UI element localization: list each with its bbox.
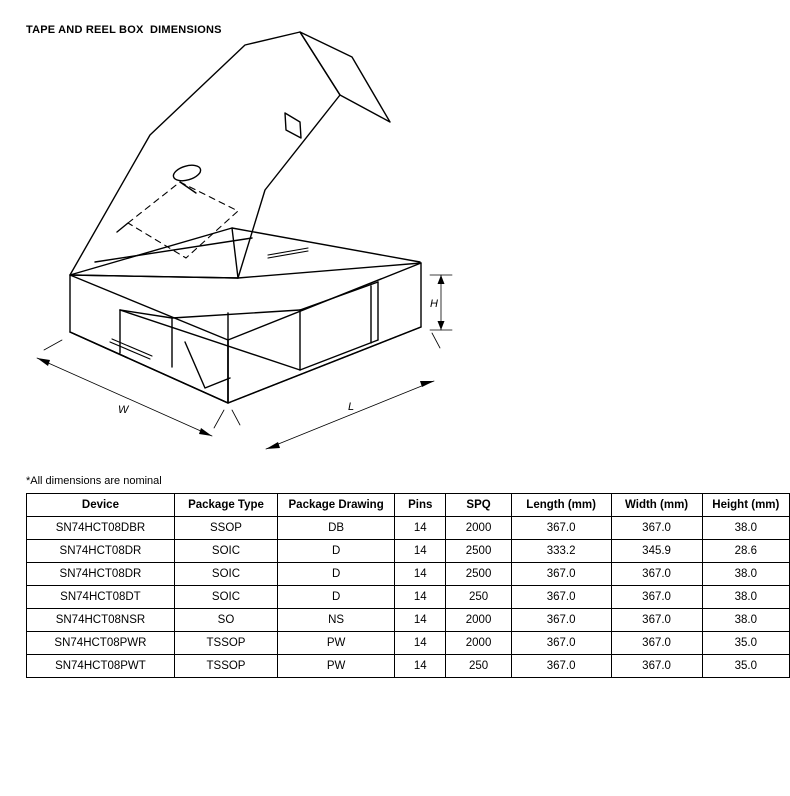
cell-package-type: TSSOP: [174, 655, 277, 678]
table-row: [27, 632, 790, 655]
cell-device: SN74HCT08DR: [27, 563, 175, 586]
table-row: [27, 609, 790, 632]
cell-length: 367.0: [511, 586, 611, 609]
cell-length: 367.0: [511, 632, 611, 655]
cell-pins: 14: [395, 586, 446, 609]
table-row: [27, 563, 790, 586]
cell-width: 367.0: [611, 632, 702, 655]
cell-length: 333.2: [511, 540, 611, 563]
cell-height: 28.6: [702, 540, 789, 563]
cell-spq: 250: [446, 655, 511, 678]
cell-pins: 14: [395, 540, 446, 563]
dimension-label-l: L: [348, 401, 355, 413]
cell-length: 367.0: [511, 563, 611, 586]
cell-length: 367.0: [511, 609, 611, 632]
cell-package-type: TSSOP: [174, 632, 277, 655]
cell-spq: 2000: [446, 632, 511, 655]
cell-spq: 250: [446, 586, 511, 609]
cell-device: SN74HCT08DR: [27, 540, 175, 563]
cell-width: 367.0: [611, 609, 702, 632]
cell-package-drawing: D: [278, 540, 395, 563]
table-row: [27, 586, 790, 609]
cell-pins: 14: [395, 517, 446, 540]
cell-package-type: SO: [174, 609, 277, 632]
column-header-height: Height (mm): [702, 494, 789, 517]
cell-device: SN74HCT08PWR: [27, 632, 175, 655]
column-header-package-drawing: Package Drawing: [278, 494, 395, 517]
dimensions-table: [26, 493, 790, 678]
cell-package-drawing: PW: [278, 655, 395, 678]
cell-length: 367.0: [511, 655, 611, 678]
cell-pins: 14: [395, 632, 446, 655]
cell-height: 38.0: [702, 563, 789, 586]
cell-length: 367.0: [511, 517, 611, 540]
cell-pins: 14: [395, 655, 446, 678]
cell-spq: 2500: [446, 563, 511, 586]
cell-package-drawing: PW: [278, 632, 395, 655]
dimensions-note: *All dimensions are nominal: [26, 475, 162, 487]
column-header-spq: SPQ: [446, 494, 511, 517]
cell-package-drawing: NS: [278, 609, 395, 632]
column-header-width: Width (mm): [611, 494, 702, 517]
cell-pins: 14: [395, 563, 446, 586]
cell-package-type: SOIC: [174, 586, 277, 609]
tape-and-reel-box-drawing: [0, 10, 790, 470]
column-header-device: Device: [27, 494, 175, 517]
page-title: TAPE AND REEL BOX DIMENSIONS: [26, 24, 222, 36]
cell-height: 38.0: [702, 609, 789, 632]
table-row: [27, 517, 790, 540]
cell-package-drawing: DB: [278, 517, 395, 540]
cell-spq: 2000: [446, 609, 511, 632]
cell-height: 38.0: [702, 517, 789, 540]
cell-height: 35.0: [702, 632, 789, 655]
cell-device: SN74HCT08NSR: [27, 609, 175, 632]
cell-width: 367.0: [611, 655, 702, 678]
cell-device: SN74HCT08DT: [27, 586, 175, 609]
table-header-row: [27, 494, 790, 517]
cell-package-type: SOIC: [174, 540, 277, 563]
dimension-label-h: H: [430, 298, 438, 310]
cell-package-type: SSOP: [174, 517, 277, 540]
cell-package-type: SOIC: [174, 563, 277, 586]
cell-width: 367.0: [611, 517, 702, 540]
cell-height: 35.0: [702, 655, 789, 678]
column-header-pins: Pins: [395, 494, 446, 517]
column-header-package-type: Package Type: [174, 494, 277, 517]
cell-pins: 14: [395, 609, 446, 632]
cell-package-drawing: D: [278, 563, 395, 586]
cell-width: 367.0: [611, 563, 702, 586]
cell-package-drawing: D: [278, 586, 395, 609]
column-header-length: Length (mm): [511, 494, 611, 517]
table-row: [27, 655, 790, 678]
cell-height: 38.0: [702, 586, 789, 609]
cell-width: 367.0: [611, 586, 702, 609]
cell-device: SN74HCT08DBR: [27, 517, 175, 540]
cell-width: 345.9: [611, 540, 702, 563]
cell-spq: 2500: [446, 540, 511, 563]
table-row: [27, 540, 790, 563]
dimension-label-w: W: [118, 404, 129, 416]
cell-device: SN74HCT08PWT: [27, 655, 175, 678]
cell-spq: 2000: [446, 517, 511, 540]
